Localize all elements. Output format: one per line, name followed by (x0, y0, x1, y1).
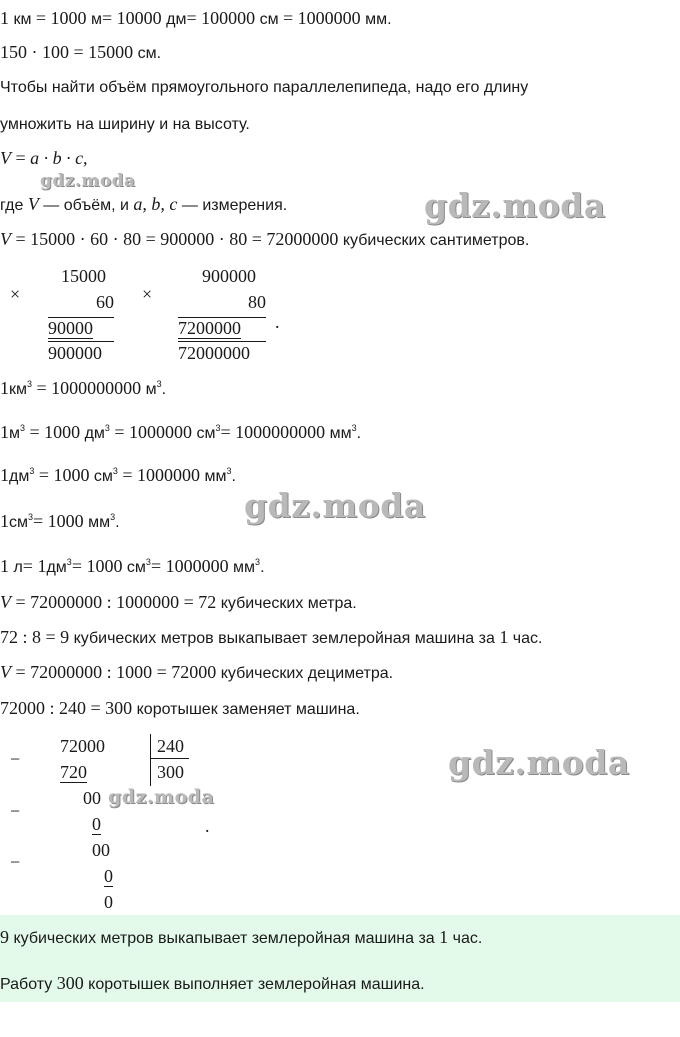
cubic-km-line (0, 378, 166, 400)
text: см (126, 559, 146, 576)
math: V (0, 662, 11, 682)
formula-legend (0, 194, 287, 216)
text: л (13, 559, 23, 576)
text: м (9, 425, 20, 442)
division-bracket (150, 734, 151, 786)
exponent: 3 (112, 466, 118, 476)
text: . (115, 514, 120, 531)
multiply-sign: × (142, 284, 153, 304)
math: = 1000 (29, 422, 81, 442)
math: V (0, 229, 11, 249)
exponent: 3 (27, 379, 33, 389)
text: дм (166, 11, 187, 28)
math: = 1 (22, 556, 47, 576)
subtrahend-value: 0 (92, 814, 101, 834)
factor: 80 (248, 292, 266, 312)
text: кубических метров выкапывает землеройная машина за (73, 630, 495, 647)
math: = (15, 148, 26, 168)
text: . (356, 425, 362, 442)
rule-text-line (0, 115, 250, 135)
math: = 1000 (35, 8, 87, 28)
text: умножить на ширину и на высоту. (0, 116, 250, 133)
text: см (196, 425, 216, 442)
volume-calculation (0, 229, 529, 251)
multiply-sign: × (10, 284, 21, 304)
math: 1 (439, 927, 449, 947)
watermark-logo: gdz.moda (424, 186, 606, 225)
text: час. (512, 630, 543, 647)
math: 1 (0, 378, 9, 398)
math: = 72000000 : 1000 = 72000 (15, 662, 217, 682)
text: — измерения. (181, 197, 288, 214)
factor: 15000 (61, 266, 106, 286)
text: см (9, 514, 28, 531)
per-hour-line (0, 627, 542, 649)
exponent: 3 (20, 423, 26, 433)
partial-product-value: 90000 (48, 318, 93, 338)
text: кубических метра. (220, 595, 357, 612)
math: V (27, 194, 39, 214)
text: . (260, 559, 265, 576)
text: кубических сантиметров. (342, 232, 530, 249)
math: = 15000 · 60 · 80 = 900000 · 80 = 72000000 (15, 229, 339, 249)
volume-in-dm3-line (0, 662, 393, 684)
subtrahend (92, 814, 101, 834)
text: где (0, 197, 24, 214)
text: км (9, 381, 27, 398)
math: = 1000 (33, 511, 84, 531)
product: 72000000 (178, 343, 250, 363)
math: = 1000 (38, 465, 90, 485)
divisor: 240 (157, 736, 184, 756)
math: = 1000000000 (36, 378, 142, 398)
dot: . (275, 312, 280, 332)
math: 1 (0, 8, 9, 28)
text: — объём, и (43, 197, 129, 214)
factor: 60 (96, 292, 114, 312)
litre-line (0, 556, 265, 578)
math: 1 (0, 465, 9, 485)
text: см. (137, 45, 162, 62)
exponent: 3 (66, 557, 72, 567)
watermark-logo: gdz.moda (40, 171, 136, 191)
math: = 1000 (71, 556, 123, 576)
text: . (231, 468, 236, 485)
quotient: 300 (157, 762, 184, 782)
dot: . (205, 816, 210, 836)
exponent: 3 (104, 423, 110, 433)
product: 900000 (48, 343, 102, 363)
subtrahend (60, 762, 87, 782)
text: час. (452, 930, 483, 947)
text: см (93, 468, 113, 485)
math: 1 (0, 422, 9, 442)
math: 300 (56, 973, 84, 993)
subtrahend (104, 866, 113, 886)
text: см (259, 11, 279, 28)
text: мм (233, 559, 256, 576)
volume-in-m3-line (0, 592, 357, 614)
math: a · b · c, (30, 148, 88, 168)
watermark-logo: gdz.moda (244, 486, 426, 525)
exponent: 3 (255, 557, 261, 567)
cubic-dm-line (0, 465, 236, 487)
shorties-line (0, 698, 360, 720)
answer-block (0, 915, 680, 1002)
exponent: 3 (226, 466, 232, 476)
exponent: 3 (351, 423, 357, 433)
text: дм (46, 559, 67, 576)
math: V (0, 148, 11, 168)
subtrahend-value: 0 (104, 866, 113, 886)
math: = 1000000 (150, 556, 229, 576)
exponent: 3 (215, 423, 221, 433)
divisor-underline (151, 758, 189, 759)
text: коротышек заменяет машина. (136, 701, 360, 718)
subtrahend-value: 720 (60, 762, 87, 782)
text: м (145, 381, 157, 398)
exponent: 3 (28, 512, 34, 522)
exponent: 3 (110, 512, 116, 522)
answer-line-2 (0, 973, 425, 995)
answer-line-1 (0, 927, 482, 949)
text: м (91, 11, 103, 28)
text: мм (88, 514, 111, 531)
conversion-line (0, 42, 161, 64)
math: 1 (499, 627, 509, 647)
partial-product (48, 318, 104, 338)
math: = 1000000 (122, 465, 201, 485)
text: . (161, 381, 167, 398)
text: кубических метров выкапывает землеройная машина за (13, 930, 435, 947)
text: Чтобы найти объём прямоугольного параллелепипеда, надо его длину (0, 79, 529, 96)
volume-formula (0, 148, 88, 170)
math: = 1000000 (283, 8, 361, 28)
math: a, b, c (133, 194, 178, 214)
text: мм (204, 468, 227, 485)
watermark-logo: gdz.moda (108, 786, 215, 808)
partial-product (178, 318, 241, 338)
exponent: 3 (29, 466, 35, 476)
math: = 10000 (102, 8, 162, 28)
watermark-logo: gdz.moda (448, 743, 630, 782)
text: мм. (365, 11, 392, 28)
text: коротышек выполняет землеройная машина. (88, 976, 425, 993)
text: дм (9, 468, 30, 485)
units-length-line (0, 8, 392, 30)
text: Работу (0, 976, 53, 993)
text: кубических дециметра. (220, 665, 394, 682)
dividend: 72000 (60, 736, 105, 756)
exponent: 3 (156, 379, 162, 389)
cubic-m-line (0, 422, 361, 444)
divider-line (178, 341, 266, 342)
math: 72000 : 240 = 300 (0, 698, 133, 718)
divider-line (48, 341, 114, 342)
rule-text-line (0, 78, 528, 98)
math: 150 · 100 = 15000 (0, 42, 134, 62)
math: = 1000000 (114, 422, 193, 442)
math: = 1000000000 (220, 422, 326, 442)
text: км (13, 11, 32, 28)
minus-sign: − (10, 801, 21, 821)
math: = 72000000 : 1000000 = 72 (15, 592, 217, 612)
math: = 100000 (186, 8, 256, 28)
math: 9 (0, 927, 9, 947)
factor: 900000 (202, 266, 256, 286)
remainder: 00 (83, 788, 101, 808)
math: 72 : 8 = 9 (0, 627, 70, 647)
remainder: 0 (104, 892, 113, 912)
remainder: 00 (92, 840, 110, 860)
minus-sign: − (10, 749, 21, 769)
math: 1 (0, 511, 9, 531)
math: 1 (0, 556, 9, 576)
exponent: 3 (145, 557, 151, 567)
partial-product-value: 7200000 (178, 318, 241, 338)
text: дм (84, 425, 105, 442)
text: мм (329, 425, 352, 442)
cubic-cm-line (0, 511, 120, 533)
math: V (0, 592, 11, 612)
minus-sign: − (10, 852, 21, 872)
